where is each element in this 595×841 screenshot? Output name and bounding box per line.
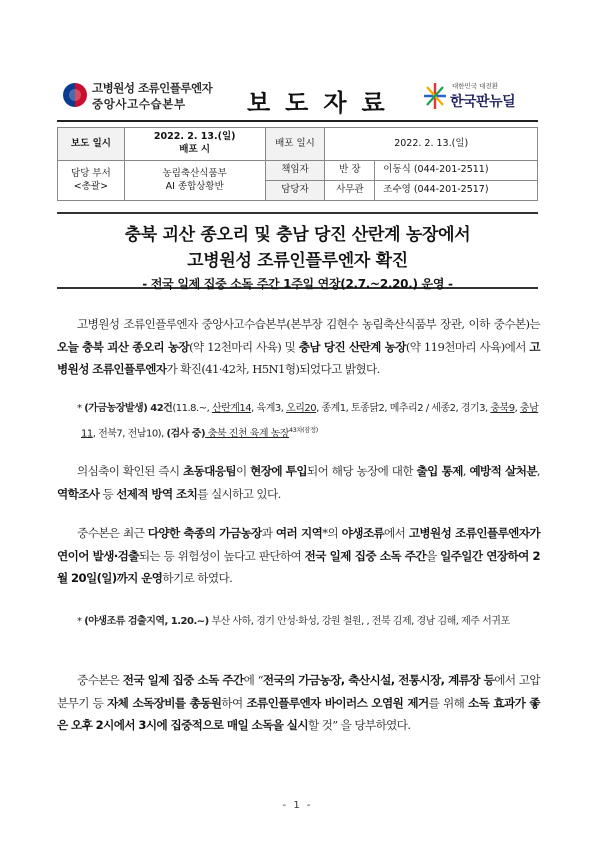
note-underlined: 충남11 <box>81 403 539 439</box>
p2-text: 이 <box>235 464 251 478</box>
p4-text: 에서 고압분무기 등 <box>57 673 541 710</box>
p3-highlight: 야생조류 <box>341 526 385 540</box>
headline-line1: 충북 괴산 종오리 및 충남 당진 산란계 농장에서 <box>124 225 471 245</box>
p2-text: , <box>536 464 541 478</box>
note-underlined: 충북9 <box>490 403 515 414</box>
p2-text: 의심축이 확인된 즉시 <box>77 464 183 478</box>
government-emblem-icon <box>63 83 87 107</box>
paragraph-4 <box>57 669 540 737</box>
org-name-line2: 중앙사고수습본부 <box>92 97 186 111</box>
release-note: 배포 시 <box>179 144 211 155</box>
release-date: 2022. 2. 13.(일) <box>153 131 236 143</box>
p3-text: 에서 <box>384 526 409 540</box>
note-text: , 육계3, <box>251 403 287 414</box>
page-number: - 1 - <box>282 800 313 811</box>
note-highlight: (검사 중) <box>166 427 206 439</box>
p1-text: 고병원성 조류인플루엔자 중앙사고수습본부(본부장 김현수 농림축산식품부 장관, 이하 중수본)는 <box>77 317 540 331</box>
p2-highlight: 역학조사 <box>57 486 100 501</box>
p2-highlight: 현장에 투입 <box>250 464 308 478</box>
p4-text: 할 것” 을 당부하였다. <box>307 718 411 732</box>
note-underlined: 오리20 <box>286 403 317 414</box>
p4-highlight: 소독 효과가 좋은 오후 2시에서 3시에 집중적으로 매일 소독을 실시 <box>57 695 540 732</box>
headline-box <box>57 212 538 289</box>
note-text: (11.8.~, <box>172 403 212 414</box>
contact-person: 조수영 (044-201-2517) <box>375 181 538 201</box>
p3-highlight: 일주일간 연장하여 2월 20일(일)까지 운영 <box>57 548 541 585</box>
p1-highlight: 충남 당진 산란계 농장 <box>298 339 406 354</box>
note-highlight: (야생조류 검출지역, 1.20.~) <box>84 616 209 627</box>
p2-text: , <box>462 464 470 478</box>
p3-text: *의 <box>322 526 342 540</box>
p4-highlight: 조류인플루엔자 바이러스 오염원 제거 <box>246 695 429 710</box>
p2-text: 등 <box>99 486 117 501</box>
p2-highlight: 초동대응팀 <box>182 464 236 478</box>
paragraph-3 <box>57 522 540 590</box>
p4-highlight: 자체 소독장비를 총동원 <box>107 695 222 710</box>
p4-highlight: 전국의 가금농장, 축산시설, 전통시장, 계류장 등 <box>262 673 495 687</box>
header-divider <box>57 120 538 122</box>
department-value <box>124 161 265 201</box>
headline-line2: 고병원성 조류인플루엔자 확진 <box>187 251 408 271</box>
paragraph-1 <box>57 313 540 381</box>
press-header <box>59 69 536 127</box>
p1-text: 가 확진(41·42차, H5N1형)되었다고 밝혔다. <box>166 362 380 376</box>
p3-highlight: 여러 지역 <box>275 526 323 540</box>
p2-text: 를 실시하고 있다. <box>197 486 281 501</box>
contact-label: 담당자 <box>265 181 325 201</box>
p4-highlight: 전국 일제 집중 소독 주간 <box>122 673 244 687</box>
p3-highlight: 전국 일제 집중 소독 주간 <box>304 548 426 563</box>
p4-text: 에 “ <box>243 673 263 687</box>
org-name-line1: 고병원성 조류인플루엔자 <box>92 81 213 95</box>
p4-text: 를 위해 <box>428 695 469 710</box>
brand-name: 한국판뉴딜 <box>450 94 516 110</box>
document-title: 보도자료 <box>247 89 400 117</box>
note-text: , 종계1, 토종닭2, 메추리2 / 세종2, 경기3, <box>316 403 491 414</box>
responsible-title: 반 장 <box>325 161 375 181</box>
headline-subtitle: - 전국 일제 집중 소독 주간 1주일 연장(2.7.~2.20.) 운영 - <box>142 277 453 291</box>
p3-highlight: 다양한 축종의 가금농장 <box>147 526 262 540</box>
release-time-value <box>124 128 265 161</box>
note-highlight: (가금농장발생) 42건 <box>84 403 173 414</box>
p2-highlight: 선제적 방역 조치 <box>116 486 198 501</box>
department-label-text: 담당 부서 <box>71 167 111 179</box>
p3-highlight: 고병원성 조류인플루엔자가 연이어 발생·검출 <box>57 526 540 563</box>
korean-new-deal-logo-icon <box>422 81 448 111</box>
p1-highlight: 고병원성 조류인플루엔자 <box>57 339 540 376</box>
p3-text: 되는 등 위험성이 높다고 판단하여 <box>138 548 305 563</box>
department-ministry: 농림축산식품부 <box>162 167 227 179</box>
p3-text: 과 <box>261 526 276 540</box>
release-info-table <box>57 127 538 201</box>
note-marker: * <box>77 403 82 414</box>
responsible-contact: 이동식 (044-201-2511) <box>375 161 538 181</box>
note-text: , <box>514 403 520 414</box>
p3-text: 중수본은 최근 <box>77 526 148 540</box>
note-text: 부산 사하, 경기 안성·화성, 강원 철원, , 전북 김제, 경남 김해, 제주 서귀포 <box>208 616 510 627</box>
department-category: <총괄> <box>73 180 109 192</box>
p2-highlight: 예방적 살처분 <box>469 464 537 478</box>
p1-text: (약 119천마리 사육)에서 <box>405 339 530 354</box>
department-team: AI 종합상황반 <box>165 180 224 192</box>
p3-text: 을 <box>425 548 441 563</box>
distribution-time-value: 2022. 2. 13.(일) <box>325 128 538 161</box>
responsible-label: 책임자 <box>265 161 325 181</box>
paragraph-2 <box>57 460 540 505</box>
note-superscript: 43차(잠정) <box>289 425 318 434</box>
p2-text: 되어 해당 농장에 대한 <box>307 464 417 478</box>
p3-text: 하기로 하였다. <box>162 571 233 585</box>
note-marker: * <box>77 616 82 627</box>
brand-slogan: 대한민국 대전환 <box>452 82 499 90</box>
distribution-time-label: 배포 일시 <box>265 128 325 161</box>
p4-text: 하여 <box>221 695 247 710</box>
note-wild-bird-detections <box>77 611 539 633</box>
release-time-label: 보도 일시 <box>58 128 125 161</box>
p2-highlight: 출입 통제 <box>416 464 463 478</box>
note-farm-outbreaks <box>77 398 539 444</box>
department-label <box>58 161 125 201</box>
note-text: , 전북7, 전남10), <box>92 427 167 439</box>
p4-text: 중수본은 <box>77 673 123 687</box>
contact-title: 사무관 <box>325 181 375 201</box>
p1-text: (약 12천마리 사육) 및 <box>189 339 299 354</box>
note-underlined: 산란계14 <box>211 403 252 414</box>
note-underlined: 충북 진천 육계 농장 <box>205 427 290 439</box>
p1-highlight: 오늘 충북 괴산 종오리 농장 <box>57 339 190 354</box>
